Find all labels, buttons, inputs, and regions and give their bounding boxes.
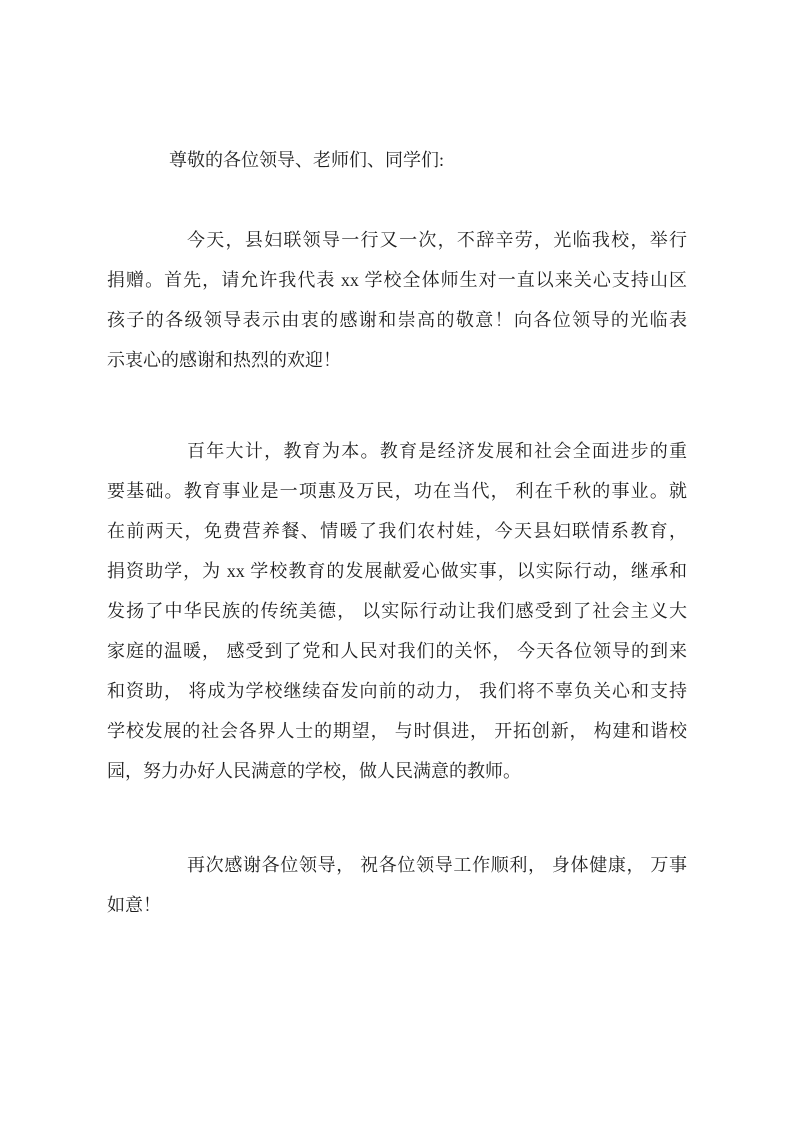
text-line: 尊敬的各位领导、老师们、同学们: — [169, 150, 444, 170]
salutation-paragraph — [107, 140, 687, 180]
text-line: 发扬了中华民族的传统美德， 以实际行动让我们感受到了社会主义大 — [107, 601, 687, 621]
text-line: 示衷心的感谢和热烈的欢迎！ — [107, 350, 341, 370]
body-paragraph-1 — [107, 220, 687, 380]
text-line: 要基础。教育事业是一项惠及万民，功在当代， 利在千秋的事业。就 — [107, 481, 687, 501]
body-paragraph-2 — [107, 431, 687, 791]
text-line: 捐赠。首先，请允许我代表 xx 学校全体师生对一直以来关心支持山区 — [107, 270, 687, 290]
closing-paragraph — [107, 845, 687, 925]
text-line: 学校发展的社会各界人士的期望， 与时俱进， 开拓创新， 构建和谐校 — [107, 721, 687, 741]
text-line: 和资助， 将成为学校继续奋发向前的动力， 我们将不辜负关心和支持 — [107, 681, 687, 701]
text-line: 捐资助学，为 xx 学校教育的发展献爱心做实事，以实际行动，继承和 — [107, 561, 687, 581]
text-line: 再次感谢各位领导， 祝各位领导工作顺利， 身体健康， 万事 — [187, 855, 687, 875]
text-line: 今天，县妇联领导一行又一次，不辞辛劳，光临我校，举行 — [187, 230, 687, 250]
text-line: 家庭的温暖， 感受到了党和人民对我们的关怀， 今天各位领导的到来 — [107, 641, 687, 661]
text-line: 园，努力办好人民满意的学校，做人民满意的教师。 — [107, 761, 521, 781]
text-line: 如意！ — [107, 895, 161, 915]
text-line: 孩子的各级领导表示由衷的感谢和崇高的敬意！向各位领导的光临表 — [107, 310, 687, 330]
text-line: 在前两天，免费营养餐、情暖了我们农村娃，今天县妇联情系教育， — [107, 521, 687, 541]
text-line: 百年大计，教育为本。教育是经济发展和社会全面进步的重 — [187, 441, 687, 461]
